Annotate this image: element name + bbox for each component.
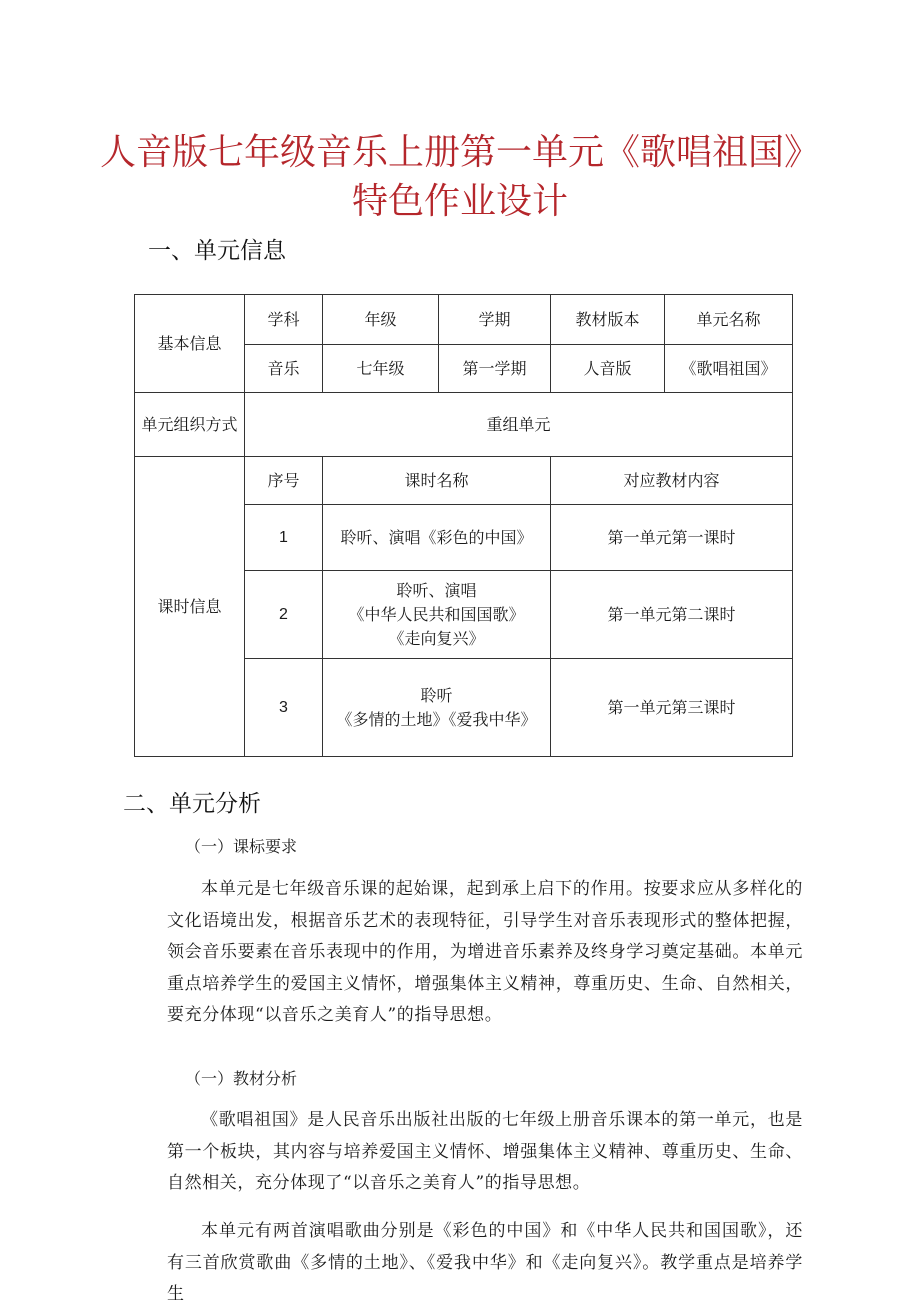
lesson-2-name-line: 《中华人民共和国国歌》 bbox=[348, 604, 525, 624]
lesson-2-name-line: 《走向复兴》 bbox=[388, 628, 485, 648]
section-heading-unit-info: 一、单元信息 bbox=[148, 238, 286, 264]
header-unit-name: 单元名称 bbox=[665, 295, 793, 345]
lesson-3-content: 第一单元第三课时 bbox=[551, 659, 793, 757]
lesson-1-content: 第一单元第一课时 bbox=[551, 505, 793, 571]
paragraph-textbook-1: 《歌唱祖国》是人民音乐出版社出版的七年级上册音乐课本的第一单元，也是第一个板块，其内容与培养爱国主义情怀、增强集体主义精神、尊重历史、生命、自然相关，充分体现了“以音乐之美育人”的指导思想。 bbox=[167, 1110, 803, 1193]
lesson-2-name-line: 聆听、演唱 bbox=[396, 580, 477, 600]
page-title-line2: 特色作业设计 bbox=[351, 181, 568, 222]
header-edition: 教材版本 bbox=[551, 295, 665, 345]
org-value: 重组单元 bbox=[245, 393, 793, 457]
lesson-3-name-line: 《多情的土地》《爱我中华》 bbox=[336, 709, 537, 729]
lesson-1-no: 1 bbox=[245, 505, 323, 571]
lesson-3-name-line: 聆听 bbox=[420, 685, 453, 705]
lesson-header-content: 对应教材内容 bbox=[551, 457, 793, 505]
value-unit-name: 《歌唱祖国》 bbox=[665, 345, 793, 393]
header-grade: 年级 bbox=[323, 295, 439, 345]
lesson-info-label: 课时信息 bbox=[135, 457, 245, 757]
subheading-curriculum: （一）课标要求 bbox=[185, 837, 298, 856]
paragraph-curriculum: 本单元是七年级音乐课的起始课，起到承上启下的作用。按要求应从多样化的文化语境出发，根据音乐艺术的表现特征，引导学生对音乐表现形式的整体把握，领会音乐要素在音乐表现中的作用，为增进音乐素养及终身学习奠定基础。本单元重点培养学生的爱国主义情怀，增强集体主义精神，尊重历史、生命、自然相关，要充分体现“以音乐之美育人”的指导思想。 bbox=[167, 879, 803, 1025]
value-term: 第一学期 bbox=[439, 345, 551, 393]
section-heading-unit-analysis: 二、单元分析 bbox=[123, 791, 261, 817]
basic-info-label: 基本信息 bbox=[135, 295, 245, 393]
header-term: 学期 bbox=[439, 295, 551, 345]
lesson-2-name bbox=[323, 571, 551, 659]
lesson-2-content: 第一单元第二课时 bbox=[551, 571, 793, 659]
lesson-3-no: 3 bbox=[245, 659, 323, 757]
value-subject: 音乐 bbox=[245, 345, 323, 393]
lesson-header-no: 序号 bbox=[245, 457, 323, 505]
page-title-line1: 人音版七年级音乐上册第一单元《歌唱祖国》 bbox=[99, 132, 820, 173]
org-label: 单元组织方式 bbox=[135, 393, 245, 457]
unit-info-table bbox=[134, 294, 793, 757]
subheading-textbook: （一）教材分析 bbox=[185, 1069, 298, 1088]
value-edition: 人音版 bbox=[551, 345, 665, 393]
lesson-1-name bbox=[323, 505, 551, 571]
lesson-1-name-line: 聆听、演唱《彩色的中国》 bbox=[340, 527, 533, 547]
paragraph-textbook-2: 本单元有两首演唱歌曲分别是《彩色的中国》和《中华人民共和国国歌》，还有三首欣赏歌曲《多情的土地》、《爱我中华》和《走向复兴》。教学重点是培养学生 bbox=[167, 1221, 803, 1304]
lesson-3-name bbox=[323, 659, 551, 757]
header-subject: 学科 bbox=[245, 295, 323, 345]
lesson-header-name: 课时名称 bbox=[323, 457, 551, 505]
value-grade: 七年级 bbox=[323, 345, 439, 393]
lesson-2-no: 2 bbox=[245, 571, 323, 659]
